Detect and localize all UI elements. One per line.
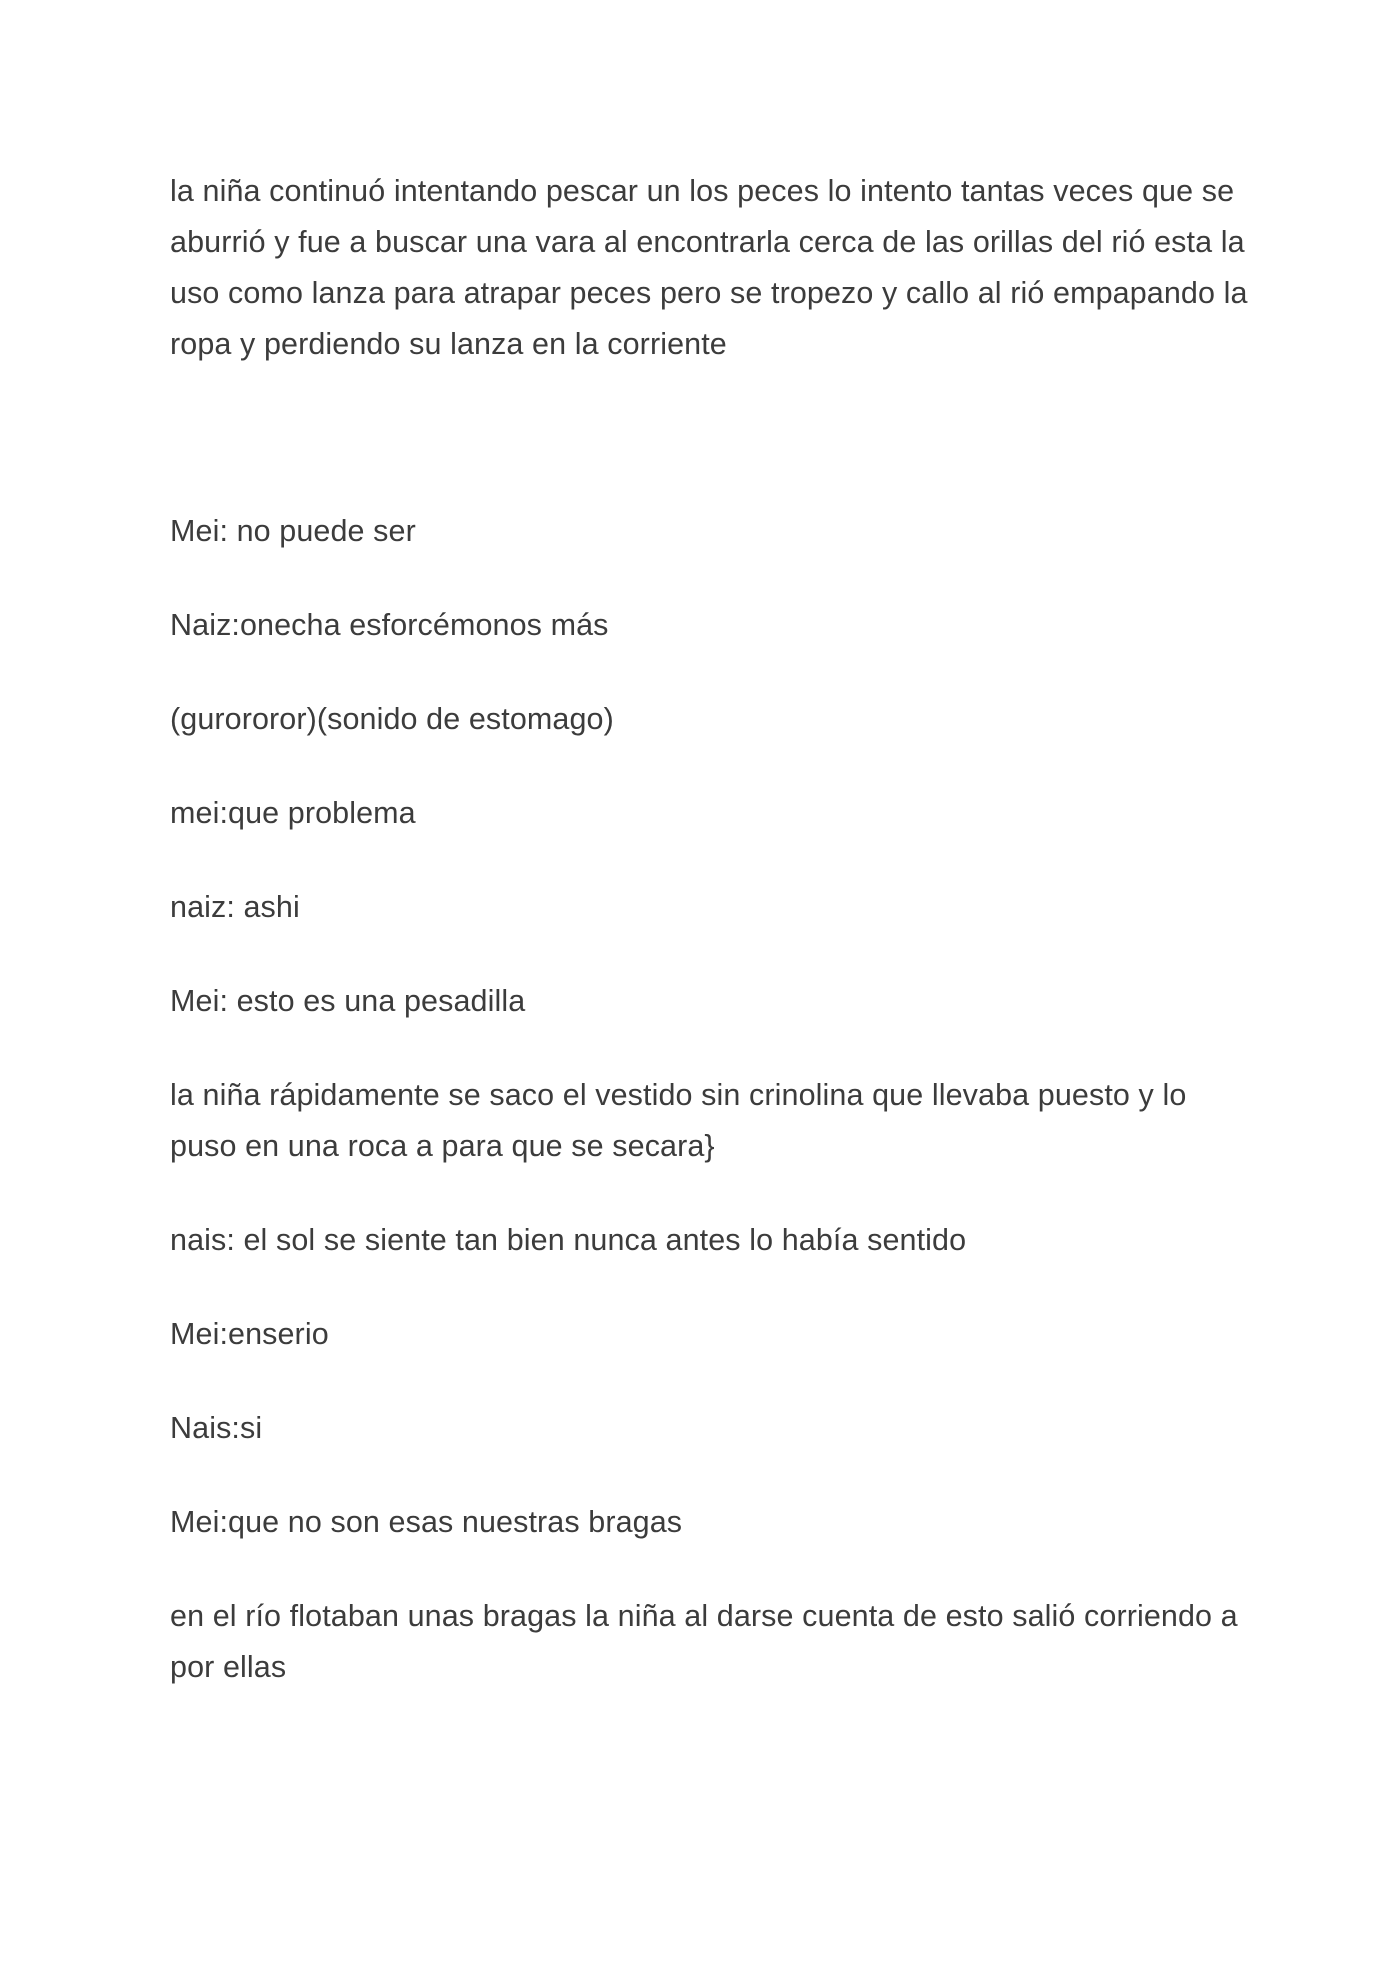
dialogue-line: naiz: ashi bbox=[170, 890, 300, 924]
intro-paragraph: la niña continuó intentando pescar un los peces lo intento tantas veces que se aburrió y fue a buscar una vara al encontrarla cerca de las orillas del rió esta la uso como lanza para atrapar peces pero se tropezo y callo al rió empapando la ropa y perdiendo su lanza en la corriente bbox=[170, 174, 1248, 361]
dialogue-line: Mei:enserio bbox=[170, 1317, 329, 1351]
narration-paragraph: la niña rápidamente se saco el vestido sin crinolina que llevaba puesto y lo puso en una roca a para que se secara} bbox=[170, 1078, 1187, 1163]
dialogue-line: Mei: esto es una pesadilla bbox=[170, 984, 526, 1018]
dialogue-line: (gurororor)(sonido de estomago) bbox=[170, 702, 614, 736]
narration-paragraph: en el río flotaban unas bragas la niña al darse cuenta de esto salió corriendo a por ellas bbox=[170, 1599, 1238, 1684]
dialogue-line: Mei: no puede ser bbox=[170, 514, 416, 548]
dialogue-line: Mei:que no son esas nuestras bragas bbox=[170, 1505, 683, 1539]
dialogue-line: mei:que problema bbox=[170, 796, 416, 830]
document-body bbox=[170, 166, 1250, 1736]
dialogue-line: nais: el sol se siente tan bien nunca antes lo había sentido bbox=[170, 1223, 967, 1257]
dialogue-line: Nais:si bbox=[170, 1411, 263, 1445]
dialogue-line: Naiz:onecha esforcémonos más bbox=[170, 608, 609, 642]
